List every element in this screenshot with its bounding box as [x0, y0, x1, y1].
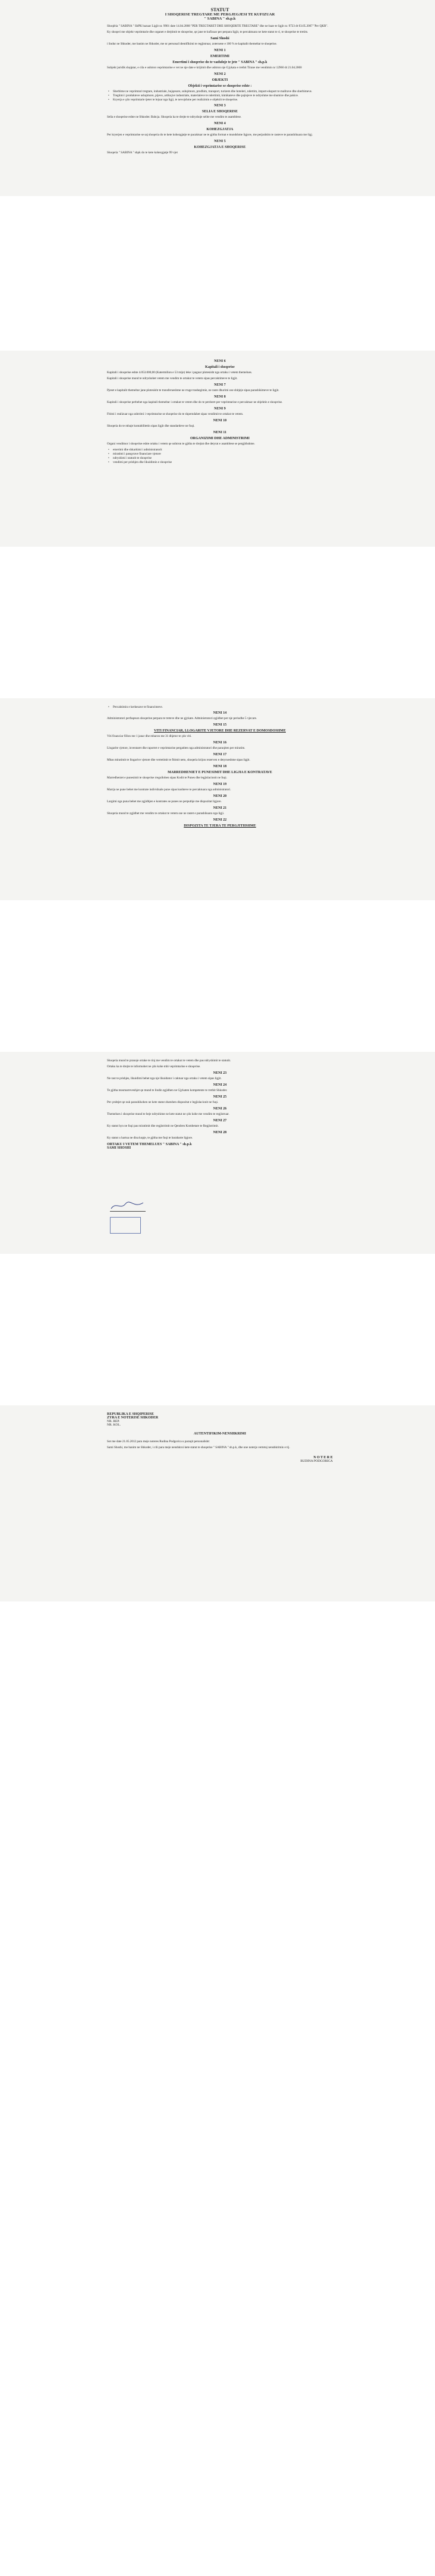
- neni-18-subtitle: MARREDHENIET E PUNESIMIT DHE LIGJIA E KONTRATAVE: [168, 771, 272, 774]
- neni-17-text: Mbas miratimit te llogarive vjetore dhe vertetimit te fitimit neto, shoqeria krijon rezerven e detyrueshme sipas ligjit.: [107, 758, 250, 762]
- neni-1-title: NENI 1: [214, 49, 226, 52]
- neni-11-title: NENI 11: [213, 431, 227, 434]
- neni-6-text: Kapitali i shoqerise eshte 4.053.000,00 (Katermilion e 53 mije) leke i paguar plotesisht nga ortaku i vetem themelues.: [107, 371, 253, 374]
- paragraph: Ortaku ka te drejte te informohet ne çdo kohe mbi veprimtarine e shoqerise.: [107, 1065, 201, 1068]
- neni-5-subtitle: KOHEZGJATJA E SHOQERISE: [194, 146, 246, 149]
- neni-4-text: Per kryerjen e veprimtarise se saj shoqeria do te kete kohezgjatje te pacaktuar ne te gjitha format e mundshme ligjore, me perjashtim te rasteve te parashikuara me ligj.: [107, 133, 313, 137]
- admin-duty-item: • miratimi i pasqyrave financiare vjetore: [107, 452, 333, 456]
- document-page-1: [0, 0, 435, 196]
- neni-5-text: Shoqeria " SABINA " shpk do te kete kohezgjatje 99 vjet: [107, 151, 178, 155]
- company-name: " SABINA " sh.p.k: [204, 17, 236, 21]
- neni-14-text: Administratori perfaqeson shoqerine perpara te treteve dhe ne gjykate. Administratori zgjidhet per nje periudhe 5 vjecare.: [107, 717, 257, 720]
- rep-number: NR. REP.: [107, 1420, 120, 1423]
- neni-1-subtitle: EMERTIMI: [210, 55, 230, 58]
- paragraph: Shoqeria mund te pranoje ortake te rinj me vendim te ortakut te vetem dhe pas ndryshimit te statutit.: [107, 1059, 231, 1062]
- neni-3-subtitle: SELIA E SHOQERISE: [201, 110, 238, 113]
- neni-14-title: NENI 14: [213, 711, 227, 715]
- neni-25-title: NENI 25: [213, 1095, 227, 1099]
- neni-11-text: Organi vendimor i shoqerise eshte ortaku i vetem qe ushtron te gjitha te drejtat dhe detyrat e asamblese se pergjithshme.: [107, 442, 256, 446]
- office-stamp: [110, 1217, 141, 1234]
- neni-22-subtitle: DISPOZITA TE TJERA TE PERGJITHSHME: [184, 824, 256, 828]
- document-page-2: [0, 351, 435, 547]
- neni-3-text: Selia e shoqerise eshte ne Shkoder. Bahcja. Shoqeria ka te drejte te ndryshoje selite me vendim te asamblese.: [107, 115, 242, 119]
- neni-28-title: NENI 28: [213, 1131, 227, 1134]
- neni-24-text: Te gjitha mosmarreveshjet qe mund te lindin zgjidhen ne Gjykaten kompetente te rrethit Shkoder.: [107, 1089, 228, 1092]
- neni-2-title: NENI 2: [214, 72, 226, 76]
- neni-23-title: NENI 23: [213, 1071, 227, 1075]
- neni-10-title: NENI 10: [213, 419, 227, 422]
- neni-20-text: Largimi nga puna behet me zgjidhjen e kontrates se punes ne perputhje me dispozitat ligjore.: [107, 800, 222, 803]
- neni-21-title: NENI 21: [213, 806, 227, 810]
- neni-18-text: Marredheniet e punesimit te shoqerise rregullohen sipas Kodit te Punes dhe legjislacionit ne fuqi.: [107, 776, 227, 780]
- neni-9-text: Fitimi i realizuar nga ushtrimi i veprimtarise se shoqerise do te shperndahet sipas vendimit te ortakut te vetem.: [107, 412, 244, 416]
- neni-7-text: Pjeset e kapitalit themeltar jane plotesisht te transferueshme ne rruge trashegimie, ne raste dhurimi ose shitjeje sipas parashikimeve te ligjit.: [107, 389, 279, 392]
- neni-8-text: Kapitali i shoqerise perbehet nga kapitali themeltar i ortakut te vetem dhe do te perdoret per veprimtarine e percaktuar ne objektin e shoqerise.: [107, 401, 283, 404]
- neni-26-title: NENI 26: [213, 1107, 227, 1111]
- intro-paragraph: Shoqëria " SABINA " ShPK bazuar Ligjit nr. 9901 date 14.04.2008 "PER TREGTARET DHE SHOQERITE TREGTARE" dhe ne baze te ligjit nr. 9723 dt 03.05.2007 "Per QKR".: [107, 24, 328, 28]
- signature-mark: [110, 1200, 146, 1211]
- kol-number: NR. KOL.: [107, 1423, 121, 1427]
- authentication-title: AUTENTIFIKIM-NENSHKRIMI: [193, 1432, 246, 1436]
- document-page-3: [0, 698, 435, 900]
- founder-name: Sami Shoshi: [210, 37, 229, 40]
- neni-2-subtitle: OBJEKTI: [212, 78, 228, 82]
- object-item: • Kryerja e çdo veprimtarie tjeter te lejuar nga ligji, te nevojshme per realizimin e objektit te shoqerise.: [107, 98, 333, 102]
- founder-text: i lindur ne Shkoder, me banim ne Shkoder, me nr personal identifikimi te regjistruar, zoteruese e 100 % te kapitalit themeltar te shoqerise.: [107, 42, 278, 46]
- neni-24-title: NENI 24: [213, 1083, 227, 1087]
- neni-8-title: NENI 8: [214, 395, 226, 399]
- object-item: • Sherbime ne veprimtari tregtare, industriale, bujqesore, ushqimore, prodhim, transport, turizem dhe hoteleri, ndertim, import-eksport te mallrave dhe sherbimeve.: [107, 90, 333, 94]
- neni-2-line: Objekti i veprimtarise se shoqerise eshte :: [188, 84, 252, 88]
- document-page-4: [0, 1052, 435, 1254]
- neni-9-title: NENI 9: [214, 407, 226, 411]
- neni-26-text: Themelues i shoqerise mund te beje ndryshime ne kete statut ne çdo kohe me vendim te regjistruar.: [107, 1112, 229, 1116]
- neni-27-title: NENI 27: [213, 1119, 227, 1123]
- authentication-text-2: Sami Shoshi, me banim ne Shkoder, i cili para meje nenshkroi kete statut te shoqerise " SABINA " sh.p.k, dhe une noterja vertetoj nenshkrimin e tij.: [107, 1446, 290, 1449]
- neni-21-text: Shoqeria mund te zgjidhet me vendim te ortakut te vetem ose ne rastet e parashikuara nga ligji.: [107, 812, 225, 815]
- neni-16-text: Llogarite vjetore, inventaret dhe raportet e veprimtarise pergatiten nga administratori dhe paraqiten per miratim.: [107, 746, 245, 750]
- financing-item: • Percaktimin e kerkesave te financimeve.: [107, 705, 333, 710]
- neni-27-text: Ky statut hyn ne fuqi pas miratimit dhe regjistrimit ne Qendren Kombetare te Regjistrimit.: [107, 1124, 219, 1128]
- neni-5-title: NENI 5: [214, 140, 226, 143]
- neni-11-subtitle: ORGANIZIMI DHE ADMINISTRIMI: [190, 437, 250, 440]
- document-page-5: [0, 1405, 435, 1601]
- neni-6-text-2: Kapitali i shoqerise mund te ndryshohet vetem me vendim te ortakut te vetem sipas percaktimeve te ligjit.: [107, 377, 238, 380]
- neni-3-title: NENI 3: [214, 104, 226, 108]
- notary-label: N O T E R E: [313, 1456, 333, 1459]
- neni-1-line: Emertimi i shoqerise do te vazhdoje te jete " SABINA " sh.p.k: [172, 61, 267, 64]
- neni-17-title: NENI 17: [213, 753, 227, 756]
- neni-10-text: Shoqeria do te mbaje kontabilitetin sipas ligjit dhe standardeve ne fuqi.: [107, 424, 195, 428]
- notary-name: RUDINA PODGORICA: [300, 1459, 333, 1463]
- neni-4-subtitle: KOHEZGJATJA: [206, 128, 234, 131]
- closing-name: SAMI SHOSHI: [107, 1146, 131, 1150]
- admin-duty-item: • vendimi per prishjen dhe likuidimin e shoqerise: [107, 461, 333, 465]
- authentication-text: Sot me date 21.05.2012 para meje noteres Rudina Podgorica u paraqit personalisht:: [107, 1440, 210, 1443]
- neni-20-title: NENI 20: [213, 794, 227, 798]
- neni-16-title: NENI 16: [213, 741, 227, 745]
- statute-title: STATUT: [210, 7, 229, 12]
- admin-duty-item: • ndryshimi i statutit te shoqerise: [107, 456, 333, 461]
- neni-4-title: NENI 4: [214, 122, 226, 125]
- neni-23-text: Ne rast te prishjes, likuidimi behet nga nje likuidator i caktuar nga ortaku i vetem sipas ligjit.: [107, 1077, 222, 1080]
- neni-22-title: NENI 22: [213, 818, 227, 822]
- neni-25-text: Per çeshtjet qe nuk parashikohen ne kete statut zbatohen dispozitat e legjislacionit ne fuqi.: [107, 1101, 219, 1104]
- statute-subtitle: I SHOQERISE TREGTARE ME PERGJEGJESI TE KUFIZUAR: [165, 12, 275, 17]
- neni-28-text: Ky statut u hartua ne disa kopje, te gjitha me fuqi te barabarte ligjore.: [107, 1136, 193, 1140]
- notary-header-1: REPUBLIKA E SHQIPERISE: [107, 1412, 155, 1416]
- neni-19-text: Marrja ne pune behet me kontrate individuale pune sipas kushteve te percaktuara nga administratori.: [107, 788, 231, 792]
- neni-6-title: NENI 6: [214, 360, 226, 363]
- neni-19-title: NENI 19: [213, 783, 227, 786]
- closing-title: ORTAKU I VETEM THEMELUES " SABINA " sh.p.k: [107, 1143, 192, 1146]
- neni-15-subtitle: VITI FINANCIAR, LLOGARITE VJETORE DHE REZERVAT E DOMOSDOSHME: [154, 729, 286, 733]
- intro-paragraph-2: Ky shoqeri me objekt veprimtarie dhe organet e drejtimit te shoqerise, qe jane te kufizuar per perpara ligjit, te percaktuara ne kete statut te ri, te shoqerise te tretim.: [107, 30, 308, 34]
- neni-6-subtitle: Kapitali i shoqerise: [205, 365, 235, 369]
- neni-15-title: NENI 15: [213, 723, 227, 727]
- neni-15-text: Viti financiar fillon me 1 janar dhe mbaron me 31 dhjetor te çdo viti.: [107, 734, 192, 738]
- handwritten-signature: [110, 1200, 146, 1212]
- neni-1-text: Subjekt juridik shqiptar, e cila e ushtron veprimtarine e vet ne nje date e krijimit dhe ushtron nje Gjykata e rrethit Tirane me vendimin nr 12960 dt 21.04.2000: [107, 66, 302, 70]
- notary-header-2: ZYRA E NOTERISE SHKODER: [107, 1416, 159, 1420]
- object-item: • Tregtimi i produkteve ushqimore, pijeve, artikujve industriale, materialeve te ndertimit, kimikateve dhe pajisjeve te ndryshme me shumice dhe pakice.: [107, 94, 333, 98]
- neni-7-title: NENI 7: [214, 383, 226, 387]
- admin-duty-item: • emerimi dhe shkarkimi i administratorit: [107, 448, 333, 452]
- neni-18-title: NENI 18: [213, 765, 227, 768]
